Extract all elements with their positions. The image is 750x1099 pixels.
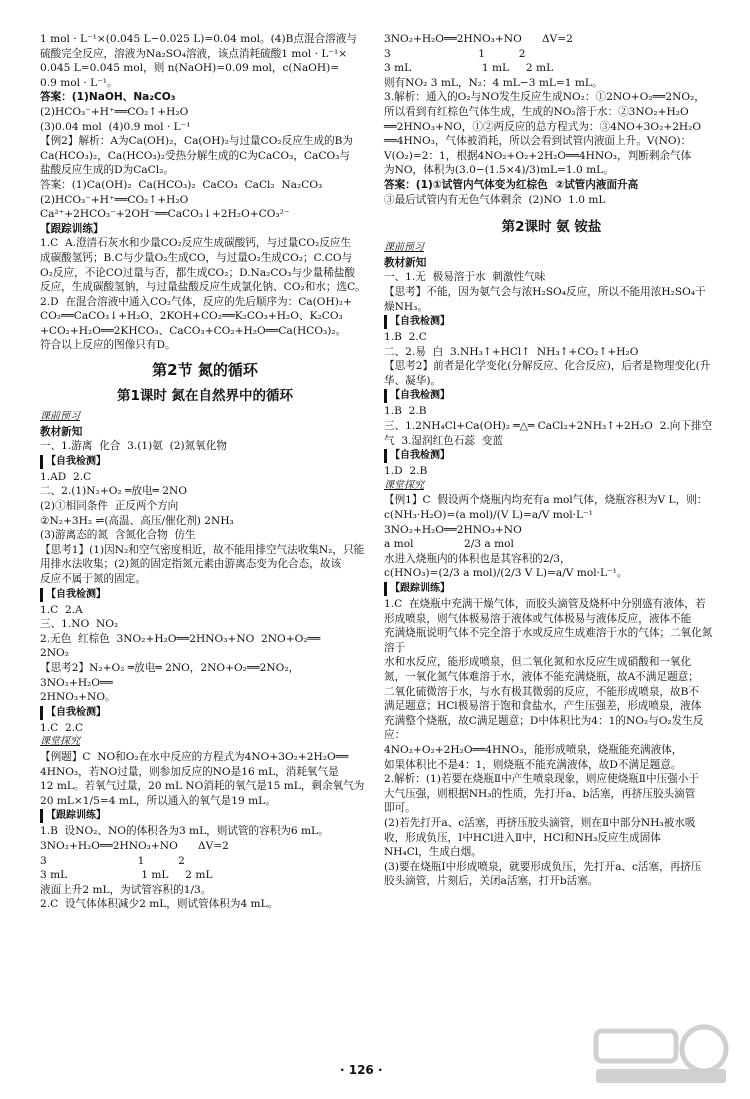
text-line: 3NO₂+H₂O══2HNO₃+NO — [384, 523, 522, 536]
text-line: 液面上升2 mL，为试管容积的1/3。 — [40, 883, 212, 896]
right-block-b4 — [384, 493, 719, 888]
left-column — [40, 32, 370, 912]
text-line: 【例1】C 假设两个烧瓶内均充有a mol气体，烧瓶容积为V L，则： — [384, 494, 708, 507]
text-line: 20 mL×1/5=4 mL，所以通入的氧气是19 mL。 — [40, 794, 276, 807]
text-line: 3 mL 1 mL 2 mL — [40, 869, 213, 882]
text-line: 气 3.湿润红色石蕊 变蓝 — [384, 434, 503, 447]
text-line: 1.AD 2.C — [40, 470, 92, 483]
text-line: a mol 2/3 a mol — [384, 538, 514, 551]
text-line: 2NO₂ — [40, 647, 69, 660]
text-line: 水进入烧瓶内的体积也是其容积的2/3， — [384, 552, 571, 565]
text-line: 3 1 2 — [384, 47, 526, 60]
text-line: 一、1.游离 化合 3.(1)氨 (2)氮氧化物 — [40, 440, 227, 453]
text-line: 【思考】不能，因为氨气会与浓H₂SO₄反应，所以不能用浓H₂SO₄干 — [384, 285, 706, 298]
text-line: 华、凝华)。 — [384, 374, 442, 387]
text-line: (3)游离态的氮 含氮化合物 仿生 — [40, 529, 196, 542]
text-line: 1 mol · L⁻¹×(0.045 L−0.025 L)=0.04 mol。(4)B点混合溶液与 — [40, 33, 357, 45]
text-line: c(NH₃·H₂O)=(a mol)/(V L)=a/V mol·L⁻¹ — [384, 509, 593, 522]
text-line: 1.B 设NO₂、NO的体积各为3 mL，则试管的容积为6 mL。 — [40, 825, 329, 838]
text-line: ══4HNO₃，气体被消耗，所以会看到试管内液面上升。V(NO)： — [384, 135, 692, 148]
answer-line: 答案：(1)①试管内气体变为红棕色 ②试管内液面升高 — [384, 178, 639, 191]
text-line: 【思考2】前者是化学变化(分解反应、化合反应)，后者是物理变化(升 — [384, 360, 711, 373]
page-number: · 126 · — [340, 1063, 383, 1077]
answer-line: 答案：(1)NaOH、Na₂CO₃ — [40, 91, 176, 104]
text-line: (3)要在烧瓶Ⅰ中形成喷泉，就要形成负压，先打开a、c活塞，再挤压 — [384, 860, 702, 873]
text-line: 硫酸完全反应，溶液为Na₂SO₄溶液，该点消耗硫酸1 mol · L⁻¹× — [40, 47, 348, 60]
text-line: NH₄Cl，生成白烟。 — [384, 846, 482, 859]
text-line: 1.D 2.B — [384, 465, 428, 478]
text-line: 【思考2】N₂+O₂ ═放电═ 2NO，2NO+O₂══2NO₂，3NO₂+H₂O══ — [40, 661, 300, 689]
left-block-a — [40, 32, 370, 353]
text-line: +CO₂+H₂O══2KHCO₃、CaCO₃+CO₂+H₂O══Ca(HCO₃)₂。 — [40, 324, 347, 337]
text-line: 充满烧瓶说明气体不完全溶于水或反应生成难溶于水的气体；二氧化氮溶于 — [384, 627, 713, 654]
right-column — [384, 32, 719, 889]
answer-line: 答案：(1)Ca(OH)₂ Ca(HCO₃)₂ CaCO₃ CaCl₂ Na₂CO₃ — [40, 178, 323, 191]
text-line: 1.C 在烧瓶中充满干燥气体，而胶头滴管及烧杯中分别盛有液体，若 — [384, 598, 706, 610]
classroom-heading: 课堂探究 — [40, 736, 80, 748]
text-line: 充满整个烧瓶，故C满足题意；D中体积比为4：1的NO₂与O₂发生反应： — [384, 714, 704, 742]
text-line: 反应不属于氮的固定。 — [40, 573, 146, 585]
text-line: 一、1.无 极易溶于水 刺激性气味 — [384, 271, 546, 284]
text-line: (2)①相同条件 正反两个方向 — [40, 500, 179, 513]
text-line: Ca(HCO₃)₂，Ca(HCO₃)₂受热分解生成的C为CaCO₃，CaCO₃与 — [40, 149, 350, 162]
text-line: 3NO₂+H₂O══2HNO₃+NO ΔV=2 — [384, 33, 573, 45]
text-line: 为NO，体积为(3.0−(1.5×4)/3)mL=1.0 mL。 — [384, 164, 614, 177]
text-line: 1.C A.澄清石灰水和少量CO₂反应生成碳酸钙，与过量CO₂反应生 — [40, 237, 352, 250]
text-line: 用排水法收集；(2)氮的固定指氮元素由游离态变为化合态，故该 — [40, 558, 342, 571]
text-line: 所以看到有红棕色气体生成，生成的NO₂溶于水：②3NO₂+H₂O — [384, 105, 689, 118]
text-line: 2.D 在混合溶液中通入CO₂气体，反应的先后顺序为：Ca(OH)₂+ — [40, 295, 352, 308]
text-line: 3 1 2 — [40, 854, 185, 867]
text-line: 3NO₂+H₂O══2HNO₃+NO ΔV=2 — [40, 839, 229, 852]
left-block-b4 — [40, 750, 370, 912]
text-line: CO₂══CaCO₃↓+H₂O、2KOH+CO₂══K₂CO₃+H₂O、K₂CO₃ — [40, 310, 343, 323]
text-line: 1.B 2.B — [384, 405, 427, 418]
text-line: O₂反应，不论CO过量与否，都生成CO₂；D.Na₂CO₃与少量稀盐酸 — [40, 266, 355, 279]
text-line: 12 mL。若氧气过量，20 mL NO消耗的氧气是15 mL，剩余氧气为 — [40, 780, 365, 793]
watermark-logo — [586, 1019, 736, 1089]
new-knowledge-heading: 教材新知 — [40, 425, 83, 438]
text-line: V(O₂)=2：1，根据4NO₂+O₂+2H₂O══4HNO₃，判断剩余气体 — [384, 149, 692, 162]
text-line: 水和水反应，能形成喷泉，但二氧化氮和水反应生成硝酸和一氧化 — [384, 656, 692, 669]
text-line: (3)0.04 mol (4)0.9 mol · L⁻¹ — [40, 120, 191, 133]
text-line: ③最后试管内有无色气体剩余 (2)NO 1.0 mL — [384, 193, 606, 206]
section-title: 第2节 氮的循环 — [152, 361, 258, 380]
text-line: 大气压强，则根据NH₃的性质，先打开a、b活塞，再挤压胶头滴管 — [384, 787, 696, 800]
self-check-label: 【自我检测】 — [384, 315, 450, 329]
self-check-label: 【自我检测】 — [40, 455, 106, 469]
tracking-label: 【跟踪训练】 — [40, 809, 106, 823]
text-line: 【例题】C NO和O₂在水中反应的方程式为4NO+3O₂+2H₂O══ — [40, 750, 349, 763]
subheading: 【跟踪训练】 — [40, 222, 104, 235]
new-knowledge-heading: 教材新知 — [384, 256, 427, 269]
text-line: 燥NH₃。 — [384, 300, 428, 313]
text-line: 二氧化硫微溶于水，与水有极其微弱的反应，不能形成喷泉，故B不 — [384, 685, 700, 698]
text-line: (2)若先打开a、c活塞，再挤压胶头滴管，则在Ⅱ中部分NH₃被水吸 — [384, 816, 696, 829]
text-line: Ca²⁺+2HCO₃⁻+2OH⁻══CaCO₃↓+2H₂O+CO₃²⁻ — [40, 208, 290, 221]
text-line: 2HNO₃+NO。 — [40, 691, 116, 704]
text-line: 2.无色 红棕色 3NO₂+H₂O══2HNO₃+NO 2NO+O₂══ — [40, 632, 321, 645]
text-line: ══2HNO₃+NO，①②两反应的总方程式为：③4NO+3O₂+2H₂O — [384, 120, 702, 133]
text-line: 0.9 mol · L⁻¹。 — [40, 76, 118, 89]
text-line: 2.C 设气体体积减少2 mL，则试管体积为4 mL。 — [40, 898, 279, 911]
text-line: 4NO₂+O₂+2H₂O══4HNO₃，能形成喷泉，烧瓶能充满液体， — [384, 743, 683, 756]
left-block-b2 — [40, 439, 370, 735]
text-line: (2)HCO₃⁻+H⁺══CO₂↑+H₂O — [40, 193, 189, 206]
text-line: 即可。 — [384, 802, 416, 815]
text-line: 【例2】解析：A为Ca(OH)₂，Ca(OH)₂与过量CO₂反应生成的B为 — [40, 135, 354, 148]
text-line: 三、1.2NH₄Cl+Ca(OH)₂ ═△═ CaCl₂+2NH₃↑+2H₂O 2.向下排空 — [384, 420, 713, 433]
lesson-title: 第2课时 氨 铵盐 — [501, 219, 602, 236]
text-line: 二、2.易 白 3.NH₃↑+HCl↑ NH₃↑+CO₂↑+H₂O — [384, 345, 639, 358]
self-check-label: 【自我检测】 — [40, 706, 106, 720]
self-check-label: 【自我检测】 — [40, 588, 106, 602]
text-line: 3.解析：通入的O₂与NO发生反应生成NO₂：①2NO+O₂══2NO₂， — [384, 91, 705, 104]
text-line: ②N₂+3H₂ ⇌(高温、高压/催化剂) 2NH₃ — [40, 514, 234, 527]
text-line: 三、1.NO NO₂ — [40, 618, 119, 631]
text-line: 形成喷泉，则气体极易溶于液体或气体极易与液体反应，液体不能 — [384, 612, 692, 625]
text-line: 1.C 2.C — [40, 721, 84, 734]
right-block-a — [384, 32, 719, 207]
text-line: 0.045 L=0.045 mol，则 n(NaOH)=0.09 mol，c(NaOH)= — [40, 62, 340, 75]
preview-heading: 课前预习 — [384, 242, 424, 254]
text-line: 收，形成负压，Ⅰ中HCl进入Ⅱ中，HCl和NH₃反应生成固体 — [384, 831, 661, 844]
lesson-title: 第1课时 氮在自然界中的循环 — [116, 388, 294, 405]
self-check-label: 【自我检测】 — [384, 389, 450, 403]
right-block-b2 — [384, 270, 719, 479]
tracking-label: 【跟踪训练】 — [384, 582, 450, 596]
text-line: 成碳酸氢钙；B.C与少量O₂生成CO，与过量O₂生成CO₂；C.CO与 — [40, 251, 353, 264]
self-check-label: 【自我检测】 — [384, 449, 450, 463]
text-line: 二、2.(1)N₂+O₂ ═放电═ 2NO — [40, 485, 187, 498]
classroom-heading: 课堂探究 — [384, 479, 424, 491]
text-line: 1.C 2.A — [40, 603, 83, 616]
text-line: 氮，一氧化氮气体难溶于水，液体不能充满烧瓶，故A不满足题意； — [384, 670, 699, 683]
text-line: 1.B 2.C — [384, 331, 427, 344]
text-line: 盐酸反应生成的D为CaCl₂。 — [40, 164, 174, 177]
text-line: 如果体积比不是4：1，则烧瓶不能充满液体，故D不满足题意。 — [384, 758, 682, 771]
text-line: 反应，生成碳酸氢钠，与过量盐酸反应生成氯化钠、CO₂和水；选C。 — [40, 281, 366, 294]
text-line: 3 mL 1 mL 2 mL — [384, 62, 554, 75]
text-line: 2.解析：(1)若要在烧瓶Ⅱ中产生喷泉现象，则应使烧瓶Ⅱ中压强小于 — [384, 773, 699, 786]
text-line: 【思考1】(1)因N₂和空气密度相近，故不能用排空气法收集N₂，只能 — [40, 543, 365, 556]
text-line: 则有NO₂ 3 mL，N₂：4 mL−3 mL=1 mL。 — [384, 76, 603, 89]
text-line: 符合以上反应的图像只有D。 — [40, 339, 176, 352]
text-line: 满足题意；HCl极易溶于饱和食盐水，产生压强差，形成喷泉，液体 — [384, 700, 702, 713]
preview-heading: 课前预习 — [40, 411, 80, 423]
text-line: 4HNO₃，若NO过量，则参加反应的NO是16 mL，消耗氧气是 — [40, 765, 339, 778]
text-line: 胶头滴管，片刻后，关闭a活塞，打开b活塞。 — [384, 875, 599, 888]
text-line: c(HNO₃)=(2/3 a mol)/(2/3 V L)=a/V mol·L⁻¹。 — [384, 567, 628, 580]
text-line: (2)HCO₃⁻+H⁺══CO₂↑+H₂O — [40, 105, 189, 118]
